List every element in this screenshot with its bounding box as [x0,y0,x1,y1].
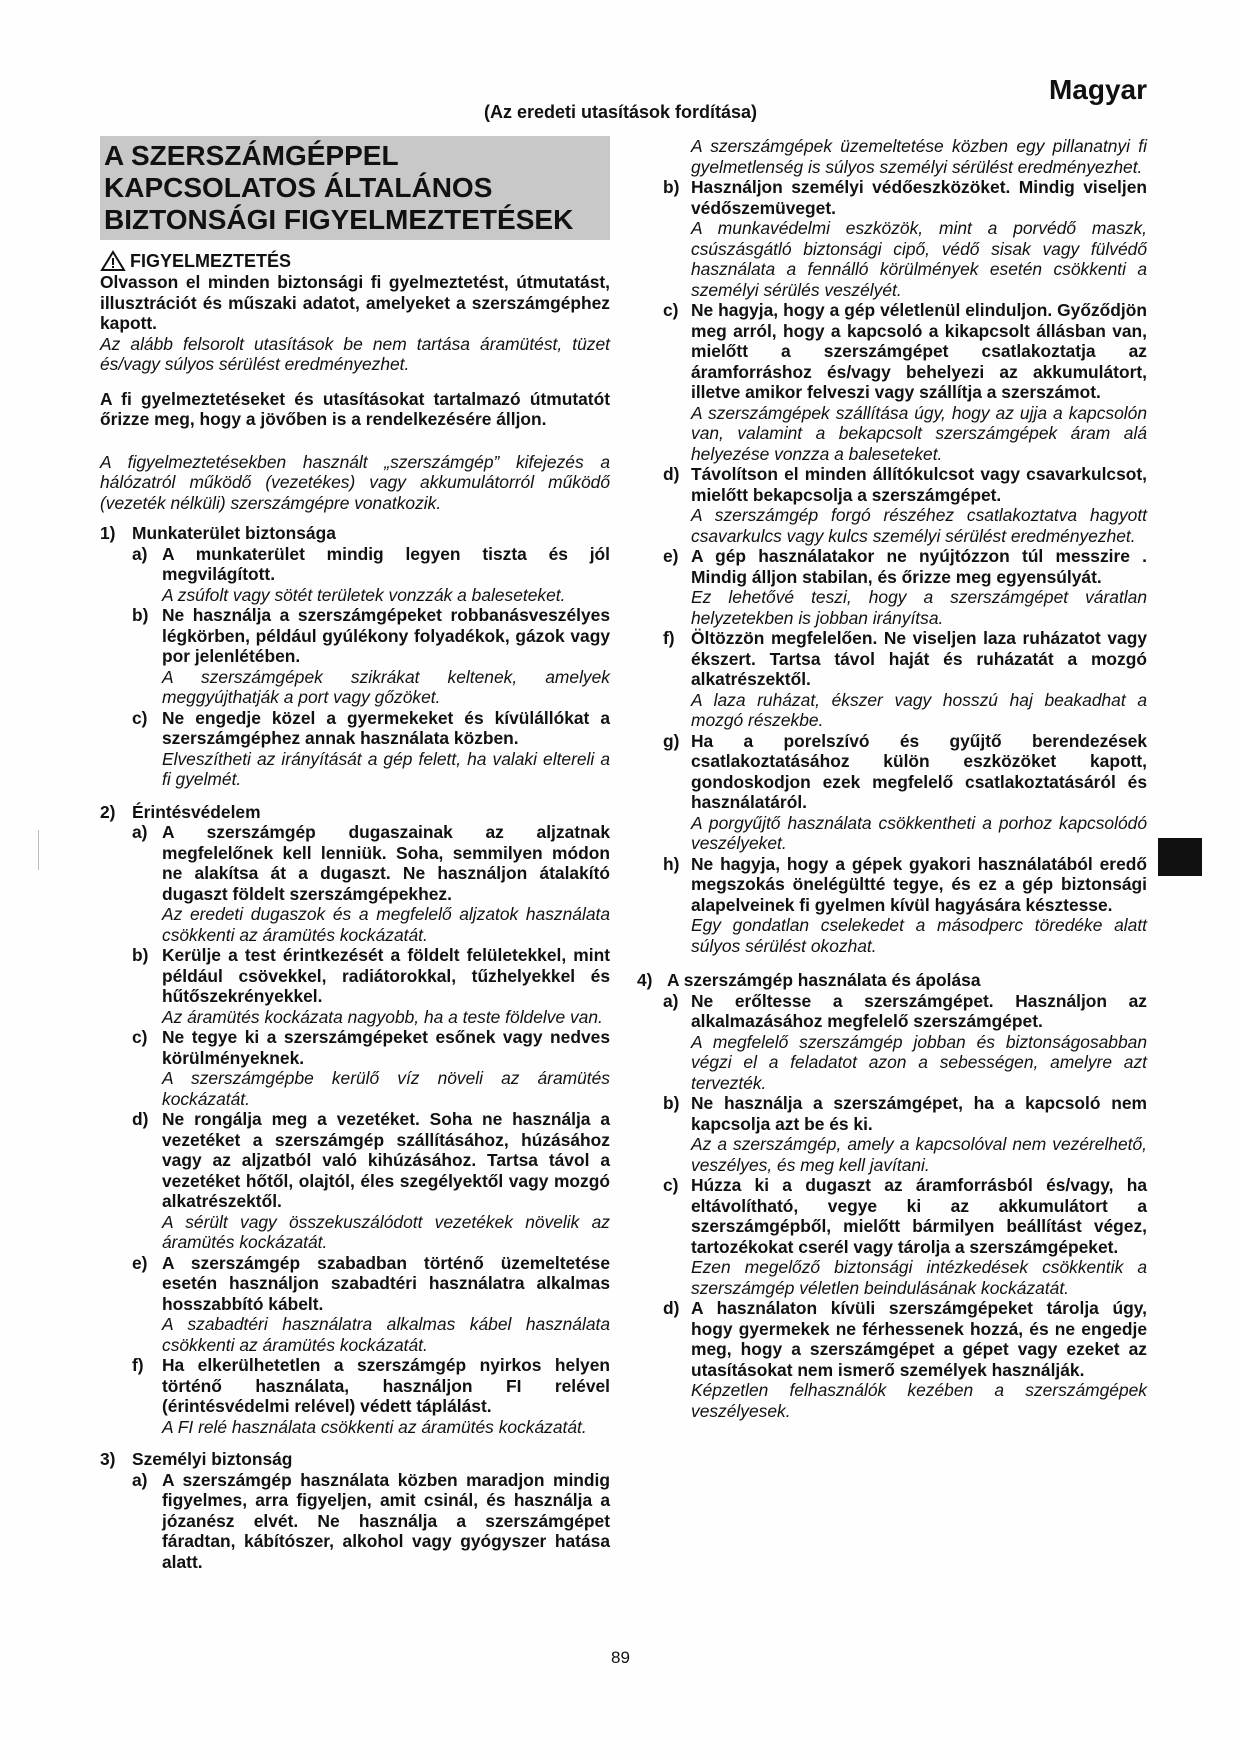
list-item-note: Az eredeti dugaszok és a megfelelő aljzatok használata csökkenti az áramütés kockázatát. [162,904,610,945]
list-item: c) Ne tegye ki a szerszámgépeket esőnek vagy nedves körülményeknek. [132,1027,610,1068]
warning-label: FIGYELMEZTETÉS [130,250,292,271]
margin-mark [38,830,39,870]
list-item-note: A szabadtéri használatra alkalmas kábel használata csökkenti az áramütés kockázatát. [162,1314,610,1355]
list-item-note: Ez lehetővé teszi, hogy a szerszámgépet váratlan helyzetekben is jobban irányítsa. [691,587,1147,628]
list-item-note: A szerszámgépek szikrákat keltenek, amelyek meggyújthatják a port vagy gőzöket. [162,666,610,707]
list-item-note: A szerszámgépek üzemeltetése közben egy pillanatnyi fi gyelmetlenség is súlyos személyi sérülést eredményezhet. [691,136,1147,177]
list-item-note: Ezen megelőző biztonsági intézkedések csökkentik a szerszámgép véletlen beindulásának kockázatát. [691,1257,1147,1298]
list-item: a) Ne erőltesse a szerszámgépet. Használjon az alkalmazásához megfelelő szerszámgépet. [663,990,1147,1031]
list-item: e) A szerszámgép szabadban történő üzemeltetése esetén használjon szabadtéri használatra alkalmas hosszabbító kábelt. [132,1252,610,1314]
list-item-note: A porgyűjtő használata csökkentheti a porhoz kapcsolódó veszélyeket. [691,812,1147,853]
left-column [100,136,610,1572]
list-item-note: Képzetlen felhasználók kezében a szerszámgépek veszélyesek. [691,1380,1147,1421]
section-heading: 3) Személyi biztonság [100,1449,293,1469]
section-title-box [100,136,610,240]
page-edge-tab [1158,838,1202,876]
list-item: d) A használaton kívüli szerszámgépeket tárolja úgy, hogy gyermekek ne férhessenek hozzá, és ne engedje meg, hogy a szerszámgépet a gépet vagy ezeket az utasításokat nem ismerő személyek használják. [663,1298,1147,1380]
list-item: c) Ne engedje közel a gyermekeket és kívülállókat a szerszámgéphez annak használata közben. [132,707,610,748]
warning-bold-text: Olvasson el minden biztonsági fi gyelmeztetést, útmutatást, illusztrációt és műszaki adatot, amelyeket a szerszámgéphez kapott. [100,272,610,333]
list-item-note: Elveszítheti az irányítását a gép felett, ha valaki eltereli a fi gyelmét. [162,748,610,789]
list-item: b) Használjon személyi védőeszközöket. Mindig viseljen védőszemüveget. [663,177,1147,218]
list-item: g) Ha a porelszívó és gyűjtő berendezések csatlakoztatásához külön eszközöket kapott, gondoskodjon ezek megfelelő csatlakoztatásáról és használatáról. [663,730,1147,812]
list-item-note: A sérült vagy összekuszálódott vezetékek növelik az áramütés kockázatát. [162,1211,610,1252]
list-item: a) A munkaterület mindig legyen tiszta és jól megvilágított. [132,543,610,584]
warning-triangle-icon [100,250,126,272]
title-line: A SZERSZÁMGÉPPEL [104,140,399,171]
list-item-note: Az a szerszámgép, amely a kapcsolóval nem vezérelhető, veszélyes, és meg kell javítani. [691,1134,1147,1175]
list-item: b) Kerülje a test érintkezését a földelt felületekkel, mint például csövekkel, radiátorokkal, tűzhelyekkel és hűtőszekrényekkel. [132,945,610,1006]
section-heading: 2) Érintésvédelem [100,801,261,822]
list-item-note: A szerszámgépbe kerülő víz növeli az áramütés kockázatát. [162,1068,610,1109]
list-item-note: A megfelelő szerszámgép jobban és biztonságosabban végzi el a feladatot azon a sebességen, amelyre azt tervezték. [691,1031,1147,1093]
list-item: d) Ne rongálja meg a vezetéket. Soha ne használja a vezetéket a szerszámgép szállításához, húzásához vagy az aljzatból való kihúzásához. Tartsa távol a vezetéket hőtől, olajtól, éles szegélyektől vagy mozgó alkatrészektől. [132,1109,610,1211]
section-heading: 4) A szerszámgép használata és ápolása [637,970,981,990]
list-item: d) Távolítson el minden állítókulcsot vagy csavarkulcsot, mielőtt bekapcsolja a szerszámgépet. [663,464,1147,505]
list-item: h) Ne hagyja, hogy a gépek gyakori használatából eredő megszokás önelégültté tegye, és ez a gép biztonsági alapelveinek fi gyelmen kívül hagyására késztesse. [663,853,1147,915]
definition-text: A figyelmeztetésekben használt „szerszámgép” kifejezés a hálózatról működő (vezetékes) vagy akkumulátorról működő (vezeték nélküli) szerszámgépre vonatkozik. [100,451,610,513]
list-item-note: A munkavédelmi eszközök, mint a porvédő maszk, csúszásgátló biztonsági cipő, védő sisak vagy fülvédő használata a fennálló körülmények esetén csökkenti a személyi sérülés veszélyét. [691,218,1147,300]
title-line: BIZTONSÁGI FIGYELMEZTETÉSEK [104,204,574,235]
warning-heading [100,250,610,272]
section-heading: 1) Munkaterület biztonsága [100,523,336,543]
right-column [637,136,1147,1421]
list-item: c) Ne hagyja, hogy a gép véletlenül elinduljon. Győződjön meg arról, hogy a kapcsoló a kikapcsolt állásban van, mielőtt a szerszámgépet csatlakoztatja az áramforráshoz és/vagy behelyezi az akkumulátort, illetve amikor felveszi vagy szállítja a szerszámot. [663,300,1147,402]
language-label: Magyar [1048,74,1147,105]
translation-subtitle: (Az eredeti utasítások fordítása) [483,102,758,122]
warning-italic-text: Az alább felsorolt utasítások be nem tartása áramütést, tüzet és/vagy súlyos sérülést eredményezhet. [100,333,610,374]
list-item: b) Ne használja a szerszámgépet, ha a kapcsoló nem kapcsolja azt be és ki. [663,1093,1147,1134]
list-item: b) Ne használja a szerszámgépeket robbanásveszélyes légkörben, például gyúlékony folyadékok, gázok vagy por jelenlétében. [132,605,610,666]
list-item: a) A szerszámgép használata közben maradjon mindig figyelmes, arra figyeljen, amit csinál, és használja a józanész elvét. Ne használja a szerszámgépet fáradtan, kábítószer, alkohol vagy gyógyszer hatása alatt. [132,1469,610,1572]
list-item: a) A szerszámgép dugaszainak az aljzatnak megfelelőnek kell lenniük. Soha, semmilyen módon ne alakítsa át a dugaszt. Ne használjon átalakító dugaszt földelt szerszámgépekhez. [132,822,610,904]
page-number: 89 [611,1648,630,1667]
list-item-note: A szerszámgépek szállítása úgy, hogy az ujja a kapcsolón van, valamint a bekapcsolt szerszámgépek áram alá helyezése vonzza a baleseteket. [691,402,1147,464]
list-item: c) Húzza ki a dugaszt az áramforrásból és/vagy, ha eltávolítható, vegye ki az akkumulátort a szerszámgépből, mielőtt bármilyen beállítást végez, tartozékokat cserél vagy tárolja a szerszámgépeket. [663,1175,1147,1257]
keep-instructions: A fi gyelmeztetéseket és utasításokat tartalmazó útmutatót őrizze meg, hogy a jövőben is a rendelkezésére álljon. [100,388,610,429]
list-item-note: Egy gondatlan cselekedet a másodperc töredéke alatt súlyos sérülést okozhat. [691,915,1147,956]
list-item: e) A gép használatakor ne nyújtózzon túl messzire . Mindig álljon stabilan, és őrizze meg egyensúlyát. [663,546,1147,587]
list-item-note: Az áramütés kockázata nagyobb, ha a teste földelve van. [162,1006,603,1027]
list-item: f) Öltözzön megfelelően. Ne viseljen laza ruházatot vagy ékszert. Tartsa távol haját és ruházatát a mozgó alkatrészektől. [663,628,1147,689]
list-item-note: A szerszámgép forgó részéhez csatlakoztatva hagyott csavarkulcs vagy kulcs személyi sérülést eredményezhet. [691,505,1147,546]
title-line: KAPCSOLATOS ÁLTALÁNOS [104,172,493,203]
list-item-note: A FI relé használata csökkenti az áramütés kockázatát. [162,1416,587,1437]
list-item: f) Ha elkerülhetetlen a szerszámgép nyirkos helyen történő használata, használjon FI relével (érintésvédelmi relével) védett táplálást. [132,1355,610,1416]
list-item-note: A laza ruházat, ékszer vagy hosszú haj beakadhat a mozgó részekbe. [691,689,1147,730]
list-item-note: A zsúfolt vagy sötét területek vonzzák a baleseteket. [162,584,566,605]
